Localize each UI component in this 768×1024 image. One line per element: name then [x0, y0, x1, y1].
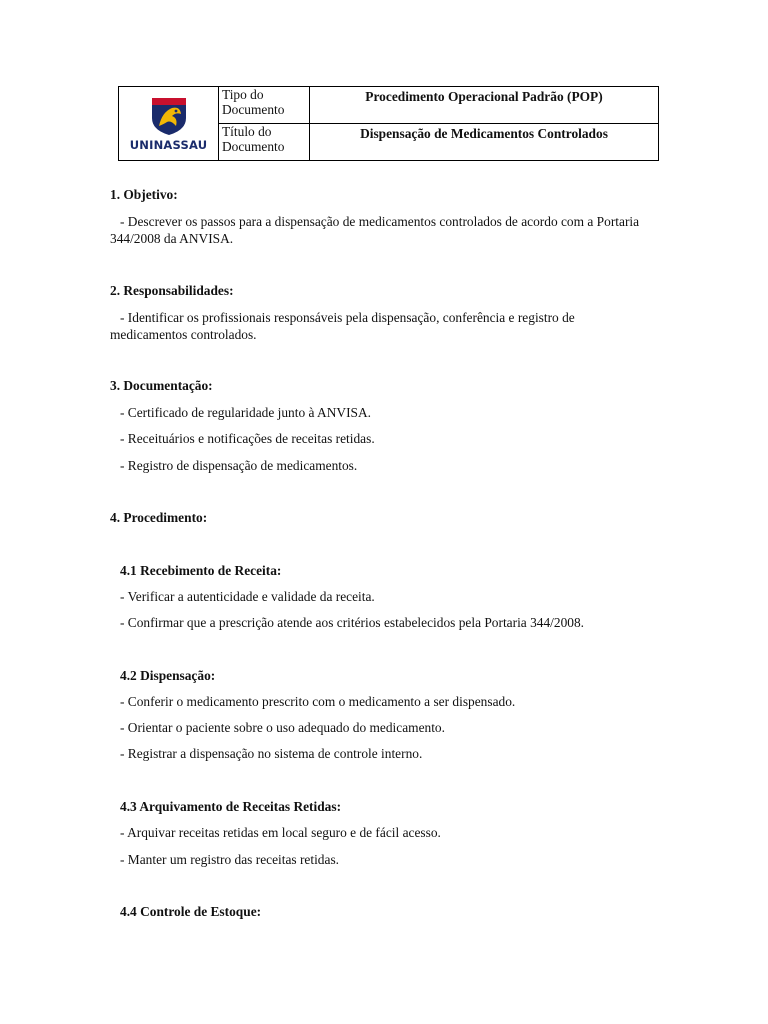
section-4-title: 4. Procedimento: [110, 510, 208, 525]
doc-type-label: Tipo do Documento [219, 87, 310, 124]
section-1-title: 1. Objetivo: [110, 187, 178, 202]
doc-type-value: Procedimento Operacional Padrão (POP) [310, 87, 659, 124]
brand-name: UNINASSAU [129, 137, 208, 152]
subsection-4-3-title: 4.3 Arquivamento de Receitas Retidas: [120, 799, 342, 814]
subsection-4-1-title: 4.1 Recebimento de Receita: [120, 563, 282, 578]
doc-title-label: Título do Documento [219, 124, 310, 161]
section-2-title: 2. Responsabilidades: [110, 283, 234, 298]
section-3-item: - Receituários e notificações de receitas retidas. [120, 431, 375, 446]
uninassau-shield-icon [150, 96, 188, 136]
subsection-4-4-title: 4.4 Controle de Estoque: [120, 904, 262, 919]
subsection-4-2-item: - Registrar a dispensação no sistema de controle interno. [120, 746, 423, 761]
subsection-4-1-item: - Confirmar que a prescrição atende aos critérios estabelecidos pela Portaria 344/2008. [120, 615, 585, 630]
doc-title-value: Dispensação de Medicamentos Controlados [310, 124, 659, 161]
section-1-text: - Descrever os passos para a dispensação de medicamentos controlados de acordo com a Portaria 344/2008 da ANVISA. [110, 214, 640, 246]
subsection-4-1-item: - Verificar a autenticidade e validade da receita. [120, 589, 375, 604]
section-3-title: 3. Documentação: [110, 378, 213, 393]
section-3-item: - Certificado de regularidade junto à ANVISA. [120, 405, 371, 420]
section-3-item: - Registro de dispensação de medicamentos. [120, 458, 358, 473]
logo-cell [119, 87, 219, 161]
subsection-4-3-item: - Arquivar receitas retidas em local seguro e de fácil acesso. [120, 825, 441, 840]
subsection-4-3-item: - Manter um registro das receitas retidas. [120, 852, 340, 867]
subsection-4-2-title: 4.2 Dispensação: [120, 668, 216, 683]
subsection-4-2-item: - Orientar o paciente sobre o uso adequado do medicamento. [120, 720, 445, 735]
document-header-table [118, 86, 659, 161]
subsection-4-2-item: - Conferir o medicamento prescrito com o medicamento a ser dispensado. [120, 694, 516, 709]
section-2-text: - Identificar os profissionais responsáveis pela dispensação, conferência e registro de medicamentos controlados. [110, 310, 575, 342]
